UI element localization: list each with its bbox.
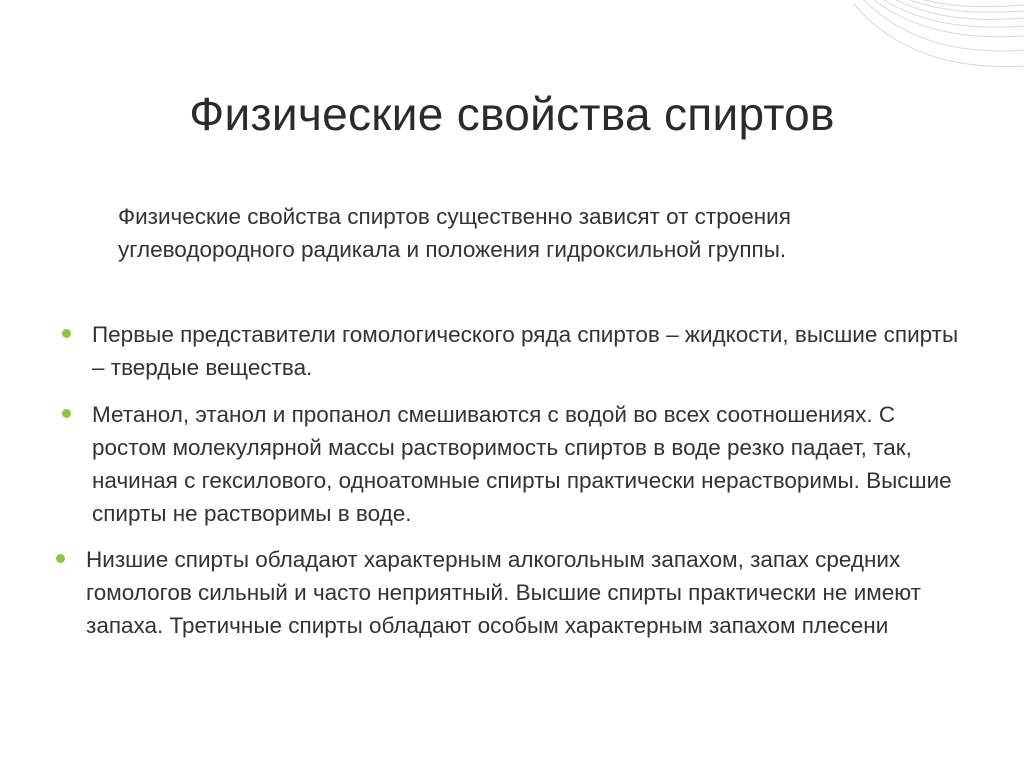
bullet-text: Метанол, этанол и пропанол смешиваются с водой во всех соотношениях. С ростом молекулярной массы растворимость спиртов в воде резко падает, так, начиная с гексилового, одноатомные спирты практически нерастворимы. Высшие спирты не растворимы в воде.: [92, 402, 952, 526]
bullet-dot-icon: [56, 554, 65, 563]
bullet-dot-icon: [62, 409, 71, 418]
bullet-text: Первые представители гомологического ряда спиртов – жидкости, высшие спирты – твердые вещества.: [92, 322, 959, 380]
slide-title: Физические свойства спиртов: [189, 88, 835, 140]
list-item: [62, 398, 962, 530]
list-item: [56, 543, 962, 642]
intro-paragraph: Физические свойства спиртов существенно зависят от строения углеводородного радикала и положения гидроксильной группы.: [118, 204, 791, 262]
bullet-text: Низшие спирты обладают характерным алкогольным запахом, запах средних гомологов сильный и часто неприятный. Высшие спирты практически не имеют запаха. Третичные спирты обладают особым характерным запахом плесени: [86, 547, 921, 638]
list-item: [62, 318, 962, 384]
bullet-list: [62, 318, 962, 642]
bullet-dot-icon: [62, 329, 71, 338]
